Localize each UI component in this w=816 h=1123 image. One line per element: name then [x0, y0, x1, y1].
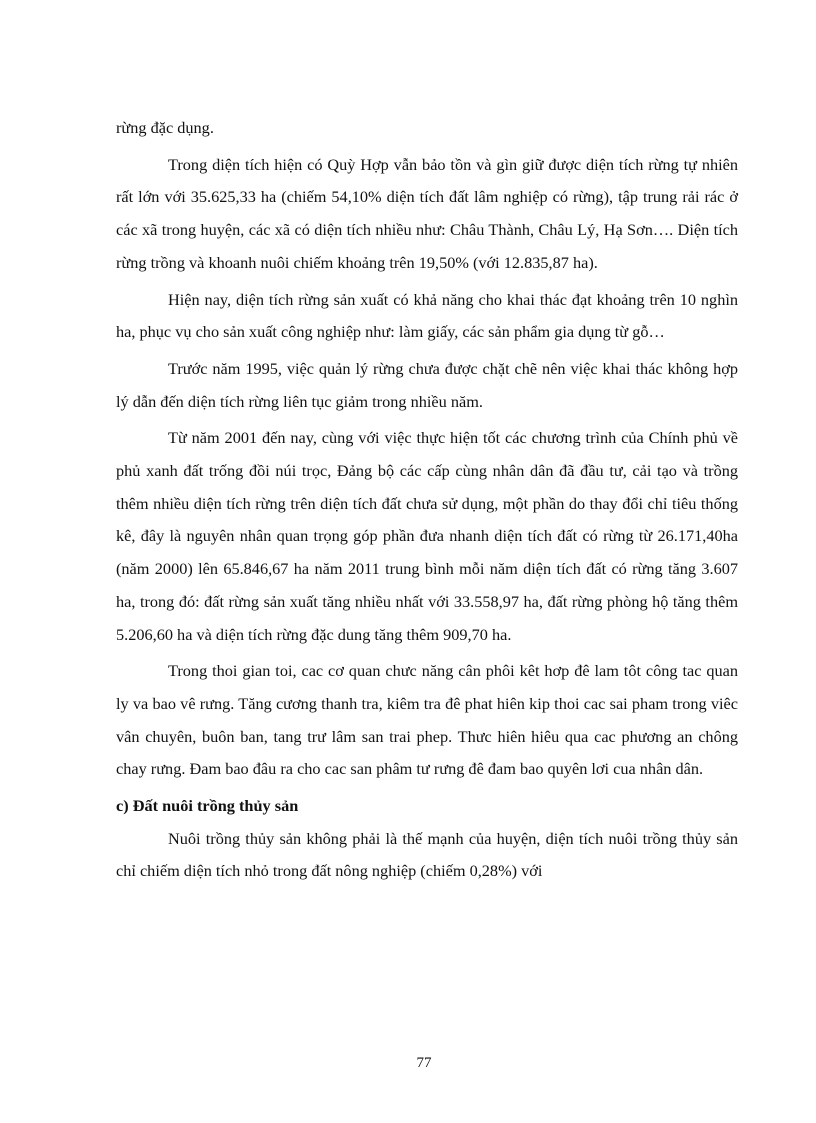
section-heading: c) Đất nuôi trồng thủy sản [116, 796, 299, 816]
paragraph-continuation: rừng đặc dụng. [116, 118, 214, 137]
paragraph-production-forest: Hiện nay, diện tích rừng sản xuất có khả năng cho khai thác đạt khoảng trên 10 nghìn ha, phục vụ cho sản xuất công nghiệp như: làm giấy, các sản phẩm gia dụng từ gỗ… [116, 289, 738, 342]
paragraph-natural-forest: Trong diện tích hiện có Quỳ Hợp vẫn bảo tồn và gìn giữ được diện tích rừng tự nhiên rất lớn với 35.625,33 ha (chiếm 54,10% diện tích đất lâm nghiệp có rừng), tập trung rải rác ở các xã trong huyện, các xã có diện tích nhiều như: Châu Thành, Châu Lý, Hạ Sơn…. Diện tích rừng trồng và khoanh nuôi chiếm khoảng trên 19,50% (với 12.835,87 ha). [116, 154, 738, 272]
page-number: 77 [416, 1055, 432, 1071]
body-text [116, 112, 738, 892]
paragraph-aquaculture: Nuôi trồng thủy sản không phải là thế mạnh của huyện, diện tích nuôi trồng thủy sản chỉ chiếm diện tích nhỏ trong đất nông nghiệp (chiếm 0,28%) với [116, 828, 738, 881]
paragraph-future-plans: Trong thoi gian toi, cac cơ quan chưc năng cân phôi kêt hơp đê lam tôt công tac quan ly va bao vê rưng. Tăng cương thanh tra, kiêm tra đê phat hiên kip thoi cac sai pham trong viêc vân chuyên, buôn ban, tang trư lâm san trai phep. Thưc hiên hiêu qua cac phương an chông chay rưng. Đam bao đâu ra cho cac san phâm tư rưng đê đam bao quyên lơi cua nhân dân. [116, 661, 738, 779]
paragraph-since-2001: Từ năm 2001 đến nay, cùng với việc thực hiện tốt các chương trình của Chính phủ về phủ xanh đất trống đồi núi trọc, Đảng bộ các cấp cùng nhân dân đã đầu tư, cải tạo và trồng thêm nhiều diện tích rừng trên diện tích đất chưa sử dụng, một phần do thay đổi chỉ tiêu thống kê, đây là nguyên nhân quan trọng góp phần đưa nhanh diện tích đất có rừng từ 26.171,40ha (năm 2000) lên 65.846,67 ha năm 2011 trung bình mỗi năm diện tích đất có rừng tăng 3.607 ha, trong đó: đất rừng sản xuất tăng nhiều nhất với 33.558,97 ha, đất rừng phòng hộ tăng thêm 5.206,60 ha và diện tích rừng đặc dung tăng thêm 909,70 ha. [116, 428, 738, 644]
paragraph-before-1995: Trước năm 1995, việc quản lý rừng chưa được chặt chẽ nên việc khai thác không hợp lý dẫn đến diện tích rừng liên tục giảm trong nhiều năm. [116, 358, 738, 411]
